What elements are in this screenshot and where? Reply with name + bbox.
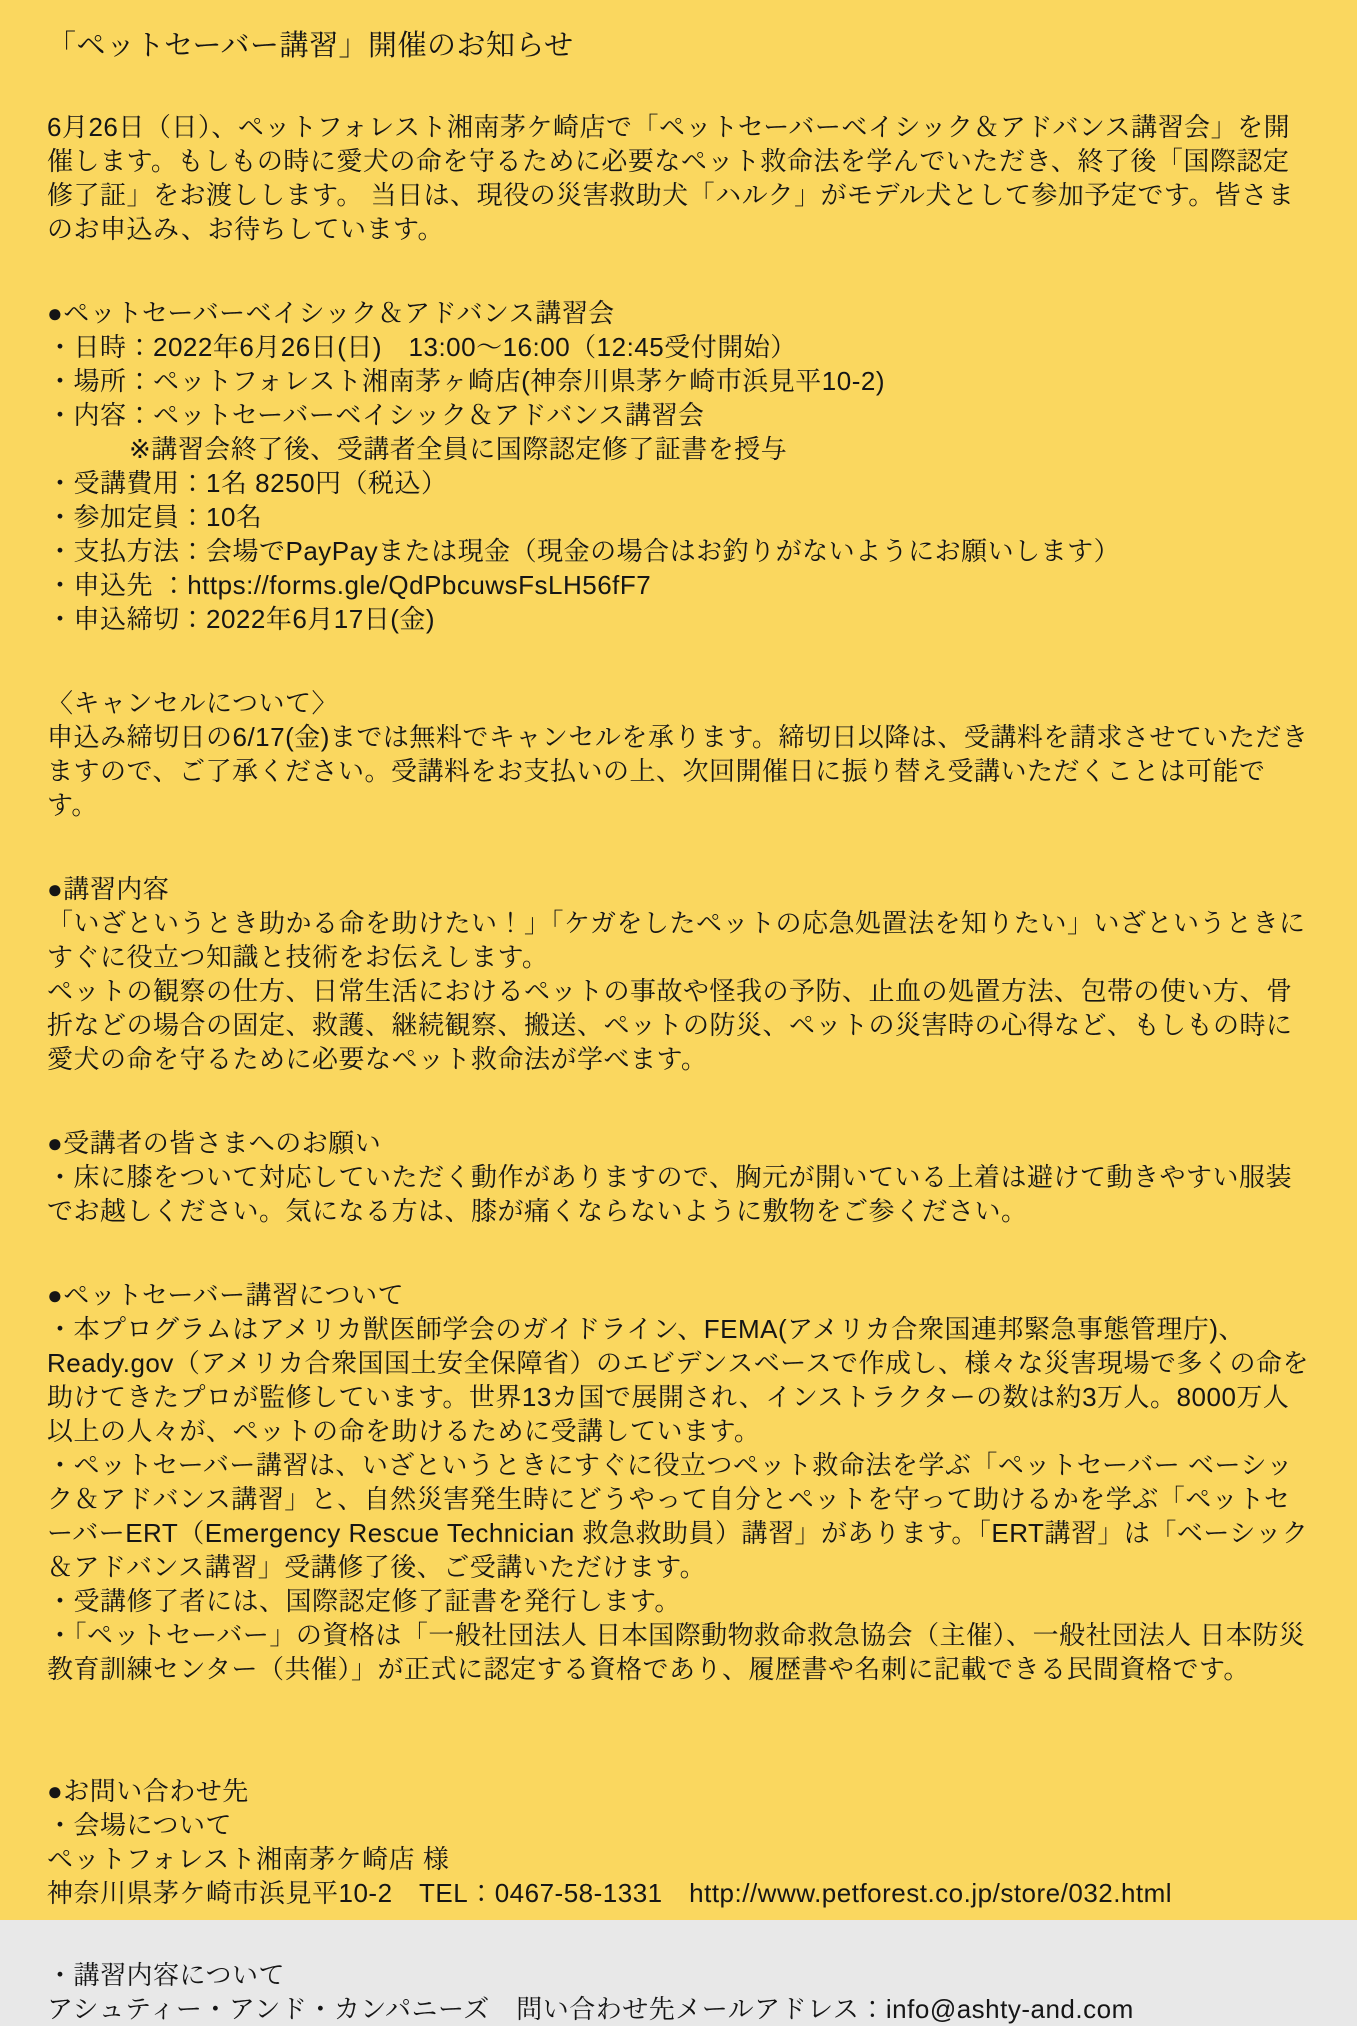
course-content-note: ※講習会終了後、受講者全員に国際認定修了証書を授与 <box>129 434 788 464</box>
page-title: 「ペットセーバー講習」開催のお知らせ <box>47 30 574 62</box>
request-section-heading: ●受講者の皆さまへのお願い <box>47 1128 382 1158</box>
attendee-request-section <box>47 1126 1310 1228</box>
contact-course-info: アシュティー・アンド・カンパニーズ 問い合わせ先メールアドレス：info@ashty-and.com <box>47 1994 1134 2024</box>
course-capacity: ・参加定員：10名 <box>47 502 263 532</box>
about-paragraph-1: ・本プログラムはアメリカ獣医師学会のガイドライン、FEMA(アメリカ合衆国連邦緊急事態管理庁)、Ready.gov（アメリカ合衆国国土安全保障省）のエビデンスベースで作成し、様々な災害現場で多くの命を助けてきたプロが監修しています。世界13カ国で展開され、インストラクターの数は約3万人。8000万人以上の人々が、ペットの命を助けるために受講しています。 <box>47 1314 1309 1446</box>
contact-section <box>47 1774 1310 2026</box>
request-text: ・床に膝をついて対応していただく動作がありますので、胸元が開いている上着は避けて動きやすい服装でお越しください。気になる方は、膝が痛くならないように敷物をご参ください。 <box>47 1162 1292 1226</box>
about-paragraph-4: ・「ペットセーバー」の資格は「一般社団法人 日本国際動物救命救急協会（主催）、一般社団法人 日本防災教育訓練センター（共催）」が正式に認定する資格であり、履歴書や名刺に記載できる民間資格です。 <box>47 1620 1306 1684</box>
cancel-policy-section <box>47 686 1310 822</box>
course-details-section <box>47 296 1310 636</box>
about-section-heading: ●ペットセーバー講習について <box>47 1280 405 1310</box>
course-deadline: ・申込締切：2022年6月17日(金) <box>47 604 436 634</box>
course-content: ・内容：ペットセーバーベイシック＆アドバンス講習会 <box>47 400 705 430</box>
cancel-policy-text: 申込み締切日の6/17(金)までは無料でキャンセルを承ります。締切日以降は、受講料を請求させていただきますので、ご了承ください。受講料をお支払いの上、次回開催日に振り替え受講いただくことは可能です。 <box>47 722 1309 820</box>
contact-course-label: ・講習内容について <box>47 1960 285 1990</box>
contact-venue-info: 神奈川県茅ケ崎市浜見平10-2 TEL：0467-58-1331 http://www.petforest.co.jp/store/032.html <box>47 1878 1173 1908</box>
course-payment: ・支払方法：会場でPayPayまたは現金（現金の場合はお釣りがないようにお願いします） <box>47 536 1121 566</box>
curriculum-section <box>47 872 1310 1076</box>
course-apply-url: ・申込先 ：https://forms.gle/QdPbcuwsFsLH56fF7 <box>47 570 652 600</box>
about-petsaver-section <box>47 1278 1310 1686</box>
contact-venue-name: ペットフォレスト湘南茅ケ崎店 様 <box>47 1844 450 1874</box>
course-datetime: ・日時：2022年6月26日(日) 13:00～16:00（12:45受付開始） <box>47 332 797 362</box>
curriculum-paragraph-2: ペットの観察の仕方、日常生活におけるペットの事故や怪我の予防、止血の処置方法、包帯の使い方、骨折などの場合の固定、救護、継続観察、搬送、ペットの防災、ペットの災害時の心得など、もしもの時に愛犬の命を守るために必要なペット救命法が学べます。 <box>47 976 1293 1074</box>
course-fee: ・受講費用：1名 8250円（税込） <box>47 468 448 498</box>
curriculum-section-heading: ●講習内容 <box>47 874 170 904</box>
about-paragraph-3: ・受講修了者には、国際認定修了証書を発行します。 <box>47 1586 681 1616</box>
contact-section-heading: ●お問い合わせ先 <box>47 1776 249 1806</box>
course-place: ・場所：ペットフォレスト湘南茅ヶ崎店(神奈川県茅ケ崎市浜見平10-2) <box>47 366 885 396</box>
intro-paragraph: 6月26日（日）、ペットフォレスト湘南茅ケ崎店で「ペットセーバーベイシック＆アドバンス講習会」を開催します。もしもの時に愛犬の命を守るために必要なペット救命法を学んでいただき、終了後「国際認定修了証」をお渡しします。 当日は、現役の災害救助犬「ハルク」がモデル犬として参加予定です。皆さまのお申込み、お待ちしています。 <box>47 112 1295 244</box>
contact-venue-label: ・会場について <box>47 1810 232 1840</box>
contact-course-block <box>47 1958 1310 2026</box>
course-section-heading: ●ペットセーバーベイシック＆アドバンス講習会 <box>47 298 615 328</box>
cancel-section-heading: 〈キャンセルについて〉 <box>47 688 338 718</box>
about-paragraph-2: ・ペットセーバー講習は、いざというときにすぐに役立つペット救命法を学ぶ「ペットセーバー ベーシック＆アドバンス講習」と、自然災害発生時にどうやって自分とペットを守って助けるかを学ぶ「ペットセーバーERT（Emergency Rescue Technician 救急救助員）講習」があります。「ERT講習」は「ベーシック＆アドバンス講習」受講修了後、ご受講いただけます。 <box>47 1450 1309 1582</box>
curriculum-paragraph-1: 「いざというとき助かる命を助けたい！」「ケガをしたペットの応急処置法を知りたい」いざというときにすぐに役立つ知識と技術をお伝えします。 <box>47 908 1306 972</box>
